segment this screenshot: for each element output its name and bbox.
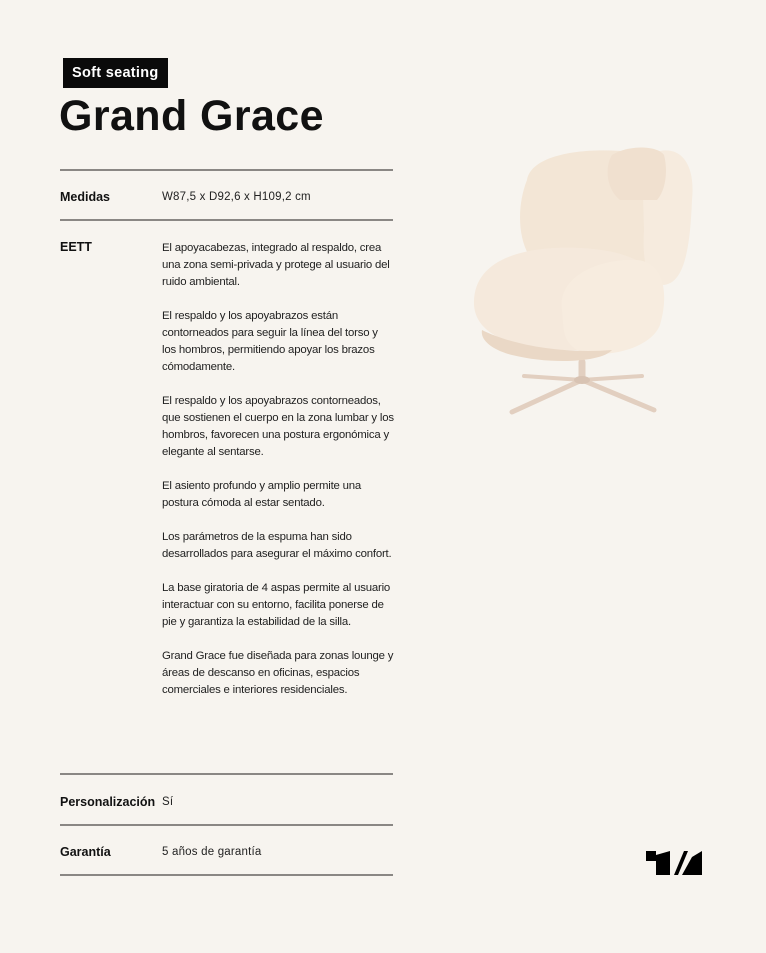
eett-label: EETT	[60, 240, 92, 254]
medidas-value: W87,5 x D92,6 x H109,2 cm	[162, 191, 311, 203]
eett-paragraph: El apoyacabezas, integrado al respaldo, crea una zona semi-privada y protege al usuario del ruido ambiental.	[162, 242, 390, 288]
product-title: Grand Grace	[59, 92, 324, 140]
eett-paragraph: El asiento profundo y amplio permite una postura cómoda al estar sentado.	[162, 480, 362, 509]
divider	[60, 824, 393, 826]
personalizacion-label: Personalización	[60, 795, 156, 809]
garantia-value: 5 años de garantía	[162, 846, 262, 858]
garantia-label: Garantía	[60, 845, 111, 859]
eett-paragraph: El respaldo y los apoyabrazos contorneados, que sostienen el cuerpo en la zona lumbar y los hombros, favorecen una postura ergonómica y elegante al sentarse.	[162, 395, 394, 458]
divider	[60, 219, 393, 221]
divider	[60, 169, 393, 171]
eett-description	[162, 240, 394, 716]
eett-paragraph: La base giratoria de 4 aspas permite al usuario interactuar con su entorno, facilita ponerse de pie y garantiza la estabilidad de la silla.	[162, 582, 391, 628]
brand-logo-icon	[646, 851, 702, 875]
divider	[60, 773, 393, 775]
divider	[60, 874, 393, 876]
eett-paragraph: El respaldo y los apoyabrazos están contorneados para seguir la línea del torso y los hombros, permitiendo apoyar los brazos cómodamente.	[162, 310, 378, 373]
lounge-chair-image	[452, 140, 702, 420]
medidas-label: Medidas	[60, 190, 111, 204]
eett-paragraph: Los parámetros de la espuma han sido desarrollados para asegurar el máximo confort.	[162, 531, 392, 560]
category-badge: Soft seating	[63, 58, 168, 88]
personalizacion-value: Sí	[162, 796, 174, 808]
eett-paragraph: Grand Grace fue diseñada para zonas lounge y áreas de descanso en oficinas, espacios comerciales e interiores residenciales.	[162, 650, 394, 696]
